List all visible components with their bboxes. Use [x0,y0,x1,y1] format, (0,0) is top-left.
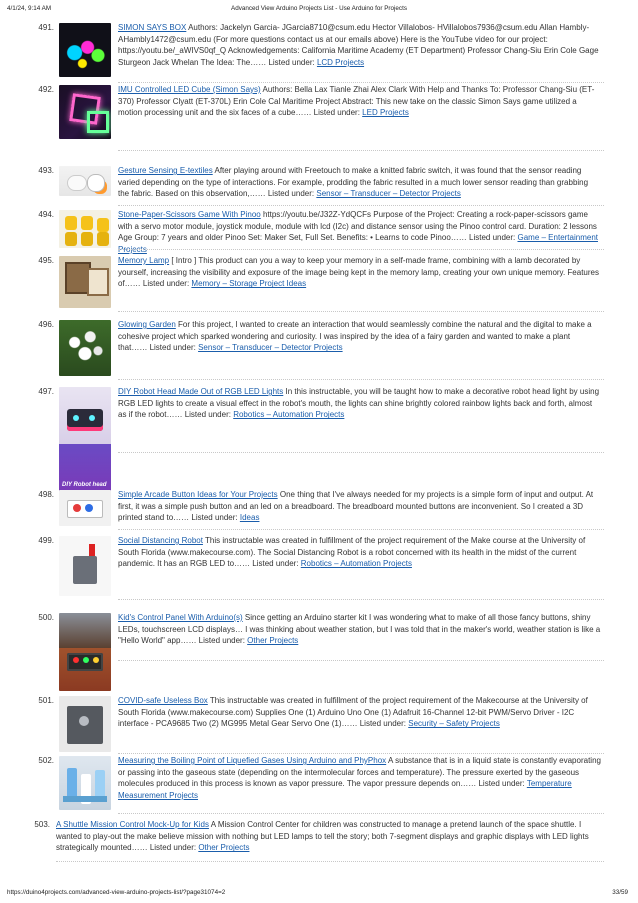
project-title-link[interactable]: A Shuttle Mission Control Mock-Up for Kids [56,820,209,829]
project-summary: Since getting an Arduino starter kit I was wondering what to make of all those fancy buttons, shiny LEDs, touchscreen LCD displays… I was thinking about weather station, but I was told that in the maker's world, weather station is like a "Hello World" app…… [118,613,601,646]
category-link[interactable]: Other Projects [247,636,299,646]
thumbnail-caption: DIY Robot head [62,482,107,488]
project-thumbnail[interactable] [59,756,111,810]
project-summary: This instructable was created in fulfillment of the project requirement of the Make course at the University of South Florida (www.makecourse.com). The Social Distancing Robot is a robot concerned with its health in the midst of the current pandemic. It has an RGB LED to…… [118,536,586,569]
page-counter: 33/59 [612,889,628,896]
project-title-link[interactable]: DIY Robot Head Made Out of RGB LED Lights [118,387,284,396]
item-text [118,165,601,200]
project-title-link[interactable]: Memory Lamp [118,256,170,265]
item-number: 498. [38,490,54,499]
project-thumbnail[interactable] [59,320,111,376]
project-thumbnail[interactable] [59,387,111,491]
item-text [118,489,601,524]
category-link[interactable]: Temperature Measurement Projects [118,779,572,800]
listed-under-label: Listed under: [149,343,196,353]
listed-under-label: Listed under: [478,779,525,789]
item-text [118,755,601,801]
project-summary: In this instructable, you will be taught how to make a decorative robot head light by using RGB LED lights to create a visual effect in the robot's mouth, the lights can shine brightly colored rainbow lights back and forth, almost as if the robot…… [118,387,600,420]
project-thumbnail[interactable] [59,256,111,308]
project-summary: Authors: Jackelyn Garcia- JGarcia8710@csum.edu Hector Villalobos- HVillalobos7936@csum.edu Allan Hambly-AHambly1472@csum.edu (For more questions contact us at our emails above) Here is the YouTube video for our project: https://youtu.be/_aWIVS0qf_Q Acknowledgements: California Maritime Academy (ET Department) Professor Chang-Siu Erin Cole Gage Sturgeon Jack Whelan The Idea: The…… [118,23,599,67]
project-summary: [ Intro ] This product can you a way to keep your memory in a self-made frame, combining with a lamb decorated by yourself, increasing the visibility and exposure of the image being kept in the memory lamp, creating your own unique memory. Features of…… [118,256,599,289]
category-link[interactable]: Game – Entertainment Projects [118,233,598,254]
divider [118,249,604,250]
project-summary: After playing around with Freetouch to make a knitted fabric switch, it was found that the sensor reading varied depending on the type of interactions. For example, prodding the fabric resulted in a much lower sensor reading than grabbing the fabric. Based on this observation,…… [118,166,589,199]
divider [56,861,604,862]
listed-under-label: Listed under: [469,233,516,243]
category-link[interactable]: Sensor – Transducer – Detector Projects [198,343,343,353]
project-title-link[interactable]: Gesture Sensing E-textiles [118,166,213,175]
category-link[interactable]: Ideas [239,513,260,523]
divider [118,660,604,661]
item-number: 496. [38,320,54,329]
category-link[interactable]: LCD Projects [316,57,365,67]
project-title-link[interactable]: Kid's Control Panel With Arduino(s) [118,613,243,622]
divider [118,813,604,814]
divider [118,753,604,754]
category-link[interactable]: Other Projects [198,843,250,853]
item-number: 495. [38,256,54,265]
item-number: 502. [38,756,54,765]
category-link[interactable]: Robotics – Automation Projects [300,559,412,569]
listed-under-label: Listed under: [313,108,360,118]
project-summary: Authors: Bella Lax Tianle Zhai Alex Clark With Help and Thanks To: Professor Chang-Siu (ET-370) Professor Clyatt (ET-370L) Erin Cole Cal Maritime Project Abstract: This new take on the classic Simon Says game utilized a motion processing unit and the six faces of a cube…… [118,85,595,118]
item-number: 501. [38,696,54,705]
print-datetime: 4/1/24, 9:14 AM [7,5,52,12]
project-summary: A substance that is in a liquid state is constantly evaporating or passing into the gaseous state (depending on the intermolecular forces and temperature). The pressure exerted by the gaseous molecules produced in this process is known as vapor pressure. The vapor pressure depends on…… [118,756,601,789]
item-text [118,386,601,421]
listed-under-label: Listed under: [359,719,406,729]
category-link[interactable]: Sensor – Transducer – Detector Projects [316,189,461,199]
project-thumbnail[interactable] [59,536,111,596]
item-text [118,255,601,290]
project-title-link[interactable]: COVID-safe Useless Box [118,696,208,705]
divider [118,150,604,151]
divider [118,205,604,206]
listed-under-label: Listed under: [198,636,245,646]
project-summary: A Mission Control Center for children was constructed to manage a pretend launch of the space shuttle. I wanted to play-out the make believe mission with nothing but LED lamps to tell the story; both 7-segment displays and graphic displays with LED lights strategically mounted…… [56,820,589,853]
project-thumbnail[interactable] [59,23,111,77]
project-thumbnail[interactable] [59,490,111,526]
listed-under-label: Listed under: [184,410,231,420]
project-summary: One thing that I've always needed for my projects is a simple form of input and output. At first, it was a simple push button and an led on a breadboard. The breadboard mounted buttons are inconvenient. So I created a 3D printed stand to…… [118,490,594,523]
project-title-link[interactable]: SIMON SAYS BOX [118,23,187,32]
project-summary: This instructable was created in fulfillment of the project requirement of the Makecourse at the University of South Florida (www.makecourse.com) Supplies One (1) Arduino Uno One (1) Adafruit 16-Channel 12-bit PWM/Servo Driver - I2C interface - PCA9685 Two (2) MG995 Metal Gear Servo One (1)…… [118,696,588,729]
print-page-title: Advanced View Arduino Projects List - Use Arduino for Projects [231,5,407,12]
listed-under-label: Listed under: [268,57,315,67]
item-text [118,22,601,68]
project-title-link[interactable]: Measuring the Boiling Point of Liquefied Gases Using Arduino and PhyPhox [118,756,387,765]
listed-under-label: Listed under: [142,279,190,289]
divider [118,311,604,312]
print-footer [0,887,638,899]
category-link[interactable]: Security – Safety Projects [408,719,500,729]
listed-under-label: Listed under: [149,843,197,853]
item-text [118,84,601,119]
project-summary: For this project, I wanted to create an interaction that would seamlessly combine the natural and the digital to make a cohesive project which sparked wondering and curiosity. I was inspired by the idea of a fairy garden and wanted to make a plant that…… [118,320,592,353]
project-title-link[interactable]: Stone-Paper-Scissors Game With Pinoo [118,210,261,219]
project-thumbnail[interactable] [59,85,111,139]
item-text [118,535,601,570]
category-link[interactable]: Robotics – Automation Projects [233,410,345,420]
item-text [56,819,604,854]
item-text [118,695,601,730]
project-title-link[interactable]: Simple Arcade Button Ideas for Your Projects [118,490,278,499]
project-thumbnail[interactable] [59,210,111,248]
item-text [118,612,601,647]
divider [118,82,604,83]
item-number: 492. [38,85,54,94]
project-thumbnail[interactable] [59,696,111,752]
divider [118,599,604,600]
listed-under-label: Listed under: [252,559,299,569]
item-number: 497. [38,387,54,396]
listed-under-label: Listed under: [267,189,315,199]
divider [118,452,604,453]
item-number: 499. [38,536,54,545]
item-number: 493. [38,166,54,175]
project-title-link[interactable]: IMU Controlled LED Cube (Simon Says) [118,85,261,94]
category-link[interactable]: LED Projects [362,108,409,118]
print-header [0,3,638,15]
project-title-link[interactable]: Social Distancing Robot [118,536,203,545]
print-url: https://duino4projects.com/advanced-view-arduino-projects-list/?page31074=2 [7,889,226,896]
item-number: 503. [34,820,50,829]
item-number: 500. [38,613,54,622]
project-summary: https://youtu.be/J32Z-YdQCFs Purpose of the Project: Creating a rock-paper-scissors game with a servo motor module, joystick module, module with lcd (I2c) and distance sensor using the Pinoo control card. Duration: 2 lessons Age Group: 7 years and older Pinoo Set: Maker Set, Full Set. Benefits: • Learns to code Pinoo…… [118,210,597,243]
divider [118,379,604,380]
project-thumbnail[interactable] [59,613,111,691]
item-text [118,319,601,354]
item-number: 491. [38,23,54,32]
category-link[interactable]: Memory – Storage Project Ideas [191,279,307,289]
listed-under-label: Listed under: [191,513,238,523]
divider [118,529,604,530]
project-thumbnail[interactable] [59,166,111,196]
project-title-link[interactable]: Glowing Garden [118,320,176,329]
item-number: 494. [38,210,54,219]
